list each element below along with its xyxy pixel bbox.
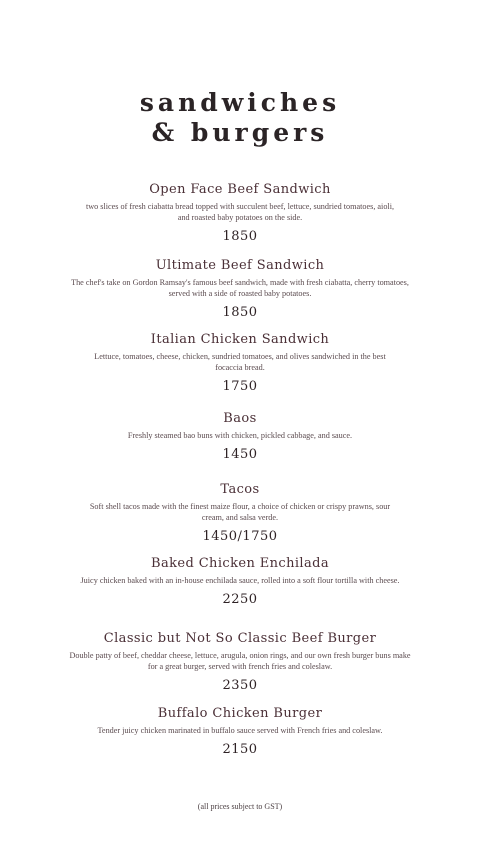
item-description: Lettuce, tomatoes, cheese, chicken, sundried tomatoes, and olives sandwiched in the best focaccia bread. <box>94 352 386 372</box>
item-price: 1850 <box>222 305 258 320</box>
menu-item-italian-chicken-sandwich <box>80 332 400 395</box>
item-name: Buffalo Chicken Burger <box>157 706 323 721</box>
menu-item-open-face-beef-sandwich <box>80 182 400 245</box>
item-name: Baos <box>223 411 257 426</box>
item-description: Double patty of beef, cheddar cheese, lettuce, arugula, onion rings, and our own fresh burger buns make for a great burger, served with french fries and coleslaw. <box>69 651 411 671</box>
menu-item-tacos <box>80 482 400 545</box>
item-name: Italian Chicken Sandwich <box>150 332 330 347</box>
item-price: 1450/1750 <box>202 529 278 544</box>
item-name: Open Face Beef Sandwich <box>149 182 331 197</box>
item-price: 1450 <box>222 447 258 462</box>
item-name: Classic but Not So Classic Beef Burger <box>103 631 377 646</box>
item-description: Freshly steamed bao buns with chicken, pickled cabbage, and sauce. <box>127 431 353 440</box>
menu-item-baked-chicken-enchilada <box>80 556 400 608</box>
item-price: 1750 <box>222 379 258 394</box>
item-name: Tacos <box>220 482 260 497</box>
item-description: Soft shell tacos made with the finest maize flour, a choice of chicken or crispy prawns, sour cream, and salsa verde. <box>89 502 391 522</box>
menu-item-buffalo-chicken-burger <box>80 706 400 758</box>
menu-item-baos <box>80 411 400 463</box>
item-description: Juicy chicken baked with an in-house enchilada sauce, rolled into a soft flour tortilla with cheese. <box>80 576 400 585</box>
item-description: Tender juicy chicken marinated in buffalo sauce served with French fries and coleslaw. <box>97 726 383 735</box>
item-price: 2350 <box>222 678 258 693</box>
item-description: The chef's take on Gordon Ramsay's famous beef sandwich, made with fresh ciabatta, cherry tomatoes, served with a side of roasted baby potatoes. <box>71 278 409 298</box>
menu-item-classic-beef-burger <box>69 631 411 694</box>
item-name: Baked Chicken Enchilada <box>150 556 330 571</box>
item-description: two slices of fresh ciabatta bread topped with succulent beef, lettuce, sundried tomatoes, aioli, and roasted baby potatoes on the side. <box>85 202 395 222</box>
menu-item-ultimate-beef-sandwich <box>71 258 409 321</box>
menu-title-line2: & burgers <box>151 118 329 147</box>
price-note: (all prices subject to GST) <box>197 802 283 811</box>
item-price: 2150 <box>222 742 258 757</box>
menu-title-line1: sandwiches <box>139 88 341 117</box>
item-price: 2250 <box>222 592 258 607</box>
item-price: 1850 <box>222 229 258 244</box>
item-name: Ultimate Beef Sandwich <box>155 258 325 273</box>
